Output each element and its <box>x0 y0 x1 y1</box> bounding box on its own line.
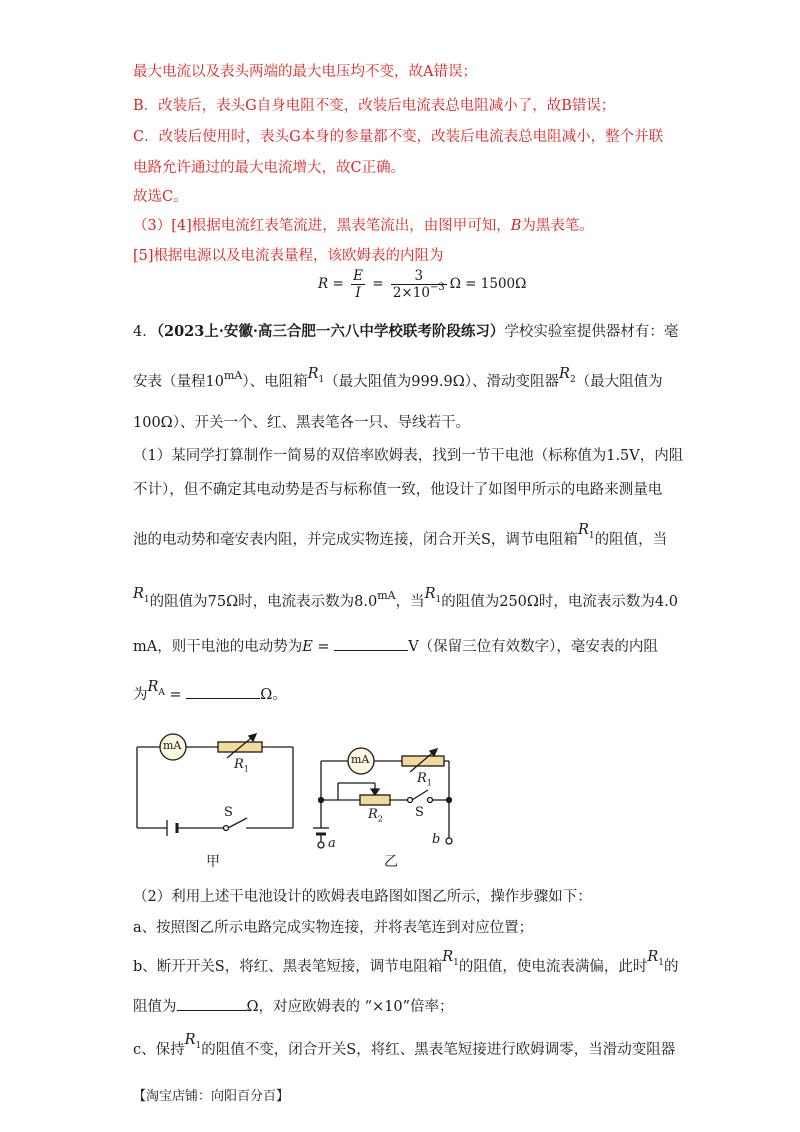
solution-line-1: 最大电流以及表头两端的最大电压均不变，故A错误； <box>133 64 477 80</box>
r-letter: R <box>234 757 244 772</box>
r1-letter: R <box>424 586 436 602</box>
q2-part-c: （最大阻值为999.9Ω）、滑动变阻器 <box>324 374 560 390</box>
c1b: 的阻值不变，闭合开关S，将红、黑表笔短接进行欧姆调零，当滑动变阻器 <box>201 1042 676 1058</box>
r2-sub: 2 <box>569 374 576 385</box>
question-text-1: 学校实验室提供器材有：毫 <box>504 324 679 340</box>
terminal-a <box>318 842 324 848</box>
terminal-b <box>446 838 452 844</box>
p1-5a: mA，则干电池的电动势为 <box>133 639 303 655</box>
r-sub: 1 <box>243 764 249 774</box>
p1-5-eq: = <box>312 639 335 655</box>
emf-symbol: E <box>302 639 313 655</box>
p1-6b: Ω。 <box>260 687 287 703</box>
ra-sub: A <box>158 687 165 698</box>
r1-sub: 1 <box>588 530 595 541</box>
junction-dot <box>319 798 324 803</box>
r-letter: R <box>368 807 378 822</box>
yi-terminal-b-label: b <box>432 832 441 847</box>
r1-letter: R <box>133 586 144 602</box>
r-sub: 2 <box>377 814 383 824</box>
r1-sub: 1 <box>318 374 325 385</box>
solution-line-5: 故选C。 <box>133 189 188 205</box>
r1-sub: 1 <box>658 957 665 968</box>
r1-letter: R <box>647 949 659 965</box>
b1c: 的 <box>664 959 679 975</box>
p1-4c: 的阻值为250Ω时，电流表示数为4.0 <box>441 594 678 610</box>
q2-unit: mA <box>223 369 243 382</box>
solution-line-3: C．改装后使用时，表头G本身的参量都不变，改装后电流表总电阻减小，整个并联 <box>133 129 664 145</box>
circuit-jia <box>137 734 293 836</box>
jia-r1-label <box>234 757 249 774</box>
solution-line-4: 电路允许通过的最大电流增大，故C正确。 <box>133 160 406 176</box>
r2-letter: R <box>559 366 570 382</box>
part2-step-b-line1 <box>133 949 679 983</box>
figure-yi-caption: 乙 <box>384 854 398 870</box>
jia-meter-label: mA <box>163 739 182 752</box>
footer-shop-label: 【淘宝店铺：向阳百分百】 <box>133 1089 290 1104</box>
switch-contact <box>428 798 433 803</box>
b1b: 的阻值，使电流表满偏，此时 <box>458 959 648 975</box>
solution-line-6a: （3）[4]根据电流红表笔流进，黑表笔流出，由图甲可知， <box>133 218 511 234</box>
solution-line-2: B．改装后，表头G自身电阻不变，改装后电流表总电阻减小了，故B错误； <box>133 98 616 114</box>
c1a: c、保持 <box>133 1042 185 1058</box>
frac1-den: I <box>355 285 361 301</box>
part2-step-b-line2 <box>133 996 454 1017</box>
yi-meter-label: mA <box>351 753 370 766</box>
r1-letter: R <box>307 366 319 382</box>
jia-switch-label: S <box>224 805 233 820</box>
black-probe-label: B <box>510 218 522 234</box>
formula-eq1: = <box>328 276 349 292</box>
q2-part-b: ）、电阻箱 <box>242 374 308 390</box>
question-line-3: 100Ω）、开关一个、红、黑表笔各一只、导线若干。 <box>133 415 470 431</box>
r1-letter: R <box>184 1032 196 1048</box>
frac1-num: E <box>353 268 363 284</box>
slider-arrow <box>371 789 379 795</box>
p1-6a: 为 <box>133 687 148 703</box>
arrow-head <box>249 734 256 741</box>
p1-5b: V（保留三位有效数字），毫安表的内阻 <box>408 639 658 655</box>
figure-jia-caption: 甲 <box>206 854 220 870</box>
rheostat-r2 <box>360 795 390 805</box>
r1-sub: 1 <box>143 594 150 605</box>
q2-part-d: （最大阻值为 <box>575 374 663 390</box>
part2-intro: （2）利用上述干电池设计的欧姆表电路图如图乙所示，操作步骤如下： <box>133 889 592 905</box>
arrow-head <box>430 749 437 756</box>
b2b: Ω，对应欧姆表的 “×10”倍率； <box>246 999 454 1015</box>
part2-step-a: a、按照图乙所示电路完成实物连接，并将表笔连到对应位置； <box>133 920 534 936</box>
frac2-num: 3 <box>391 268 447 285</box>
p1-4a: 的阻值为75Ω时，电流表示数为8.0 <box>149 594 378 610</box>
yi-terminal-a-label: a <box>328 836 336 851</box>
formula-eq2: = <box>367 276 388 292</box>
r-letter: R <box>417 771 427 786</box>
solution-line-6c: 为黑表笔。 <box>521 218 594 234</box>
p1-3b: 的阻值，当 <box>594 532 668 548</box>
switch-blade <box>412 790 428 800</box>
frac2-den-exp: −3 <box>429 282 445 293</box>
r1-symbol <box>442 949 459 968</box>
p1-3a: 池的电动势和毫安表内阻，并完成实物连接，闭合开关S，调节电阻箱 <box>133 532 578 548</box>
ra-letter: R <box>147 679 159 695</box>
switch-contact <box>408 798 413 803</box>
b2a: 阻值为 <box>133 999 177 1015</box>
p1-4b: ，当 <box>395 594 425 610</box>
r1-answer-blank[interactable] <box>177 996 247 1011</box>
r1-sub: 1 <box>435 594 442 605</box>
p1-6-eq: = <box>164 687 187 703</box>
formula-lhs: R <box>318 276 329 292</box>
yi-r2-label <box>368 807 383 824</box>
q2-part-a: 安表（量程10 <box>133 374 224 390</box>
yi-switch-label: S <box>415 805 424 820</box>
part2-step-c-line1 <box>133 1032 676 1066</box>
part1-line-1: （1）某同学打算制作一简易的双倍率欧姆表，找到一节干电池（标称值为1.5V，内阻 <box>133 448 684 464</box>
p1-4-unit: mA <box>377 589 396 602</box>
switch-contact <box>224 826 229 831</box>
r1-letter: R <box>577 522 589 538</box>
frac2-den-base: 2×10 <box>392 285 430 301</box>
question-number: 4． <box>133 324 157 340</box>
b1a: b、断开开关S，将红、黑表笔短接，调节电阻箱 <box>133 959 443 975</box>
formula-tail: Ω = 1500Ω <box>449 276 527 292</box>
r-sub: 1 <box>426 778 432 788</box>
r1-symbol <box>647 949 665 968</box>
r1-letter: R <box>442 949 454 965</box>
yi-r1-label <box>417 771 432 788</box>
solution-line-7: [5]根据电源以及电流表量程，该欧姆表的内阻为 <box>133 248 444 264</box>
question-source: （2023上·安徽·高三合肥一六八中学校联考阶段练习） <box>156 323 505 340</box>
part1-line-2: 不计），但不确定其电动势是否与标称值一致，他设计了如图甲所示的电路来测量电 <box>133 482 663 498</box>
r1-sub: 1 <box>195 1040 202 1051</box>
r1-symbol <box>184 1032 202 1051</box>
r1-sub: 1 <box>453 957 459 968</box>
